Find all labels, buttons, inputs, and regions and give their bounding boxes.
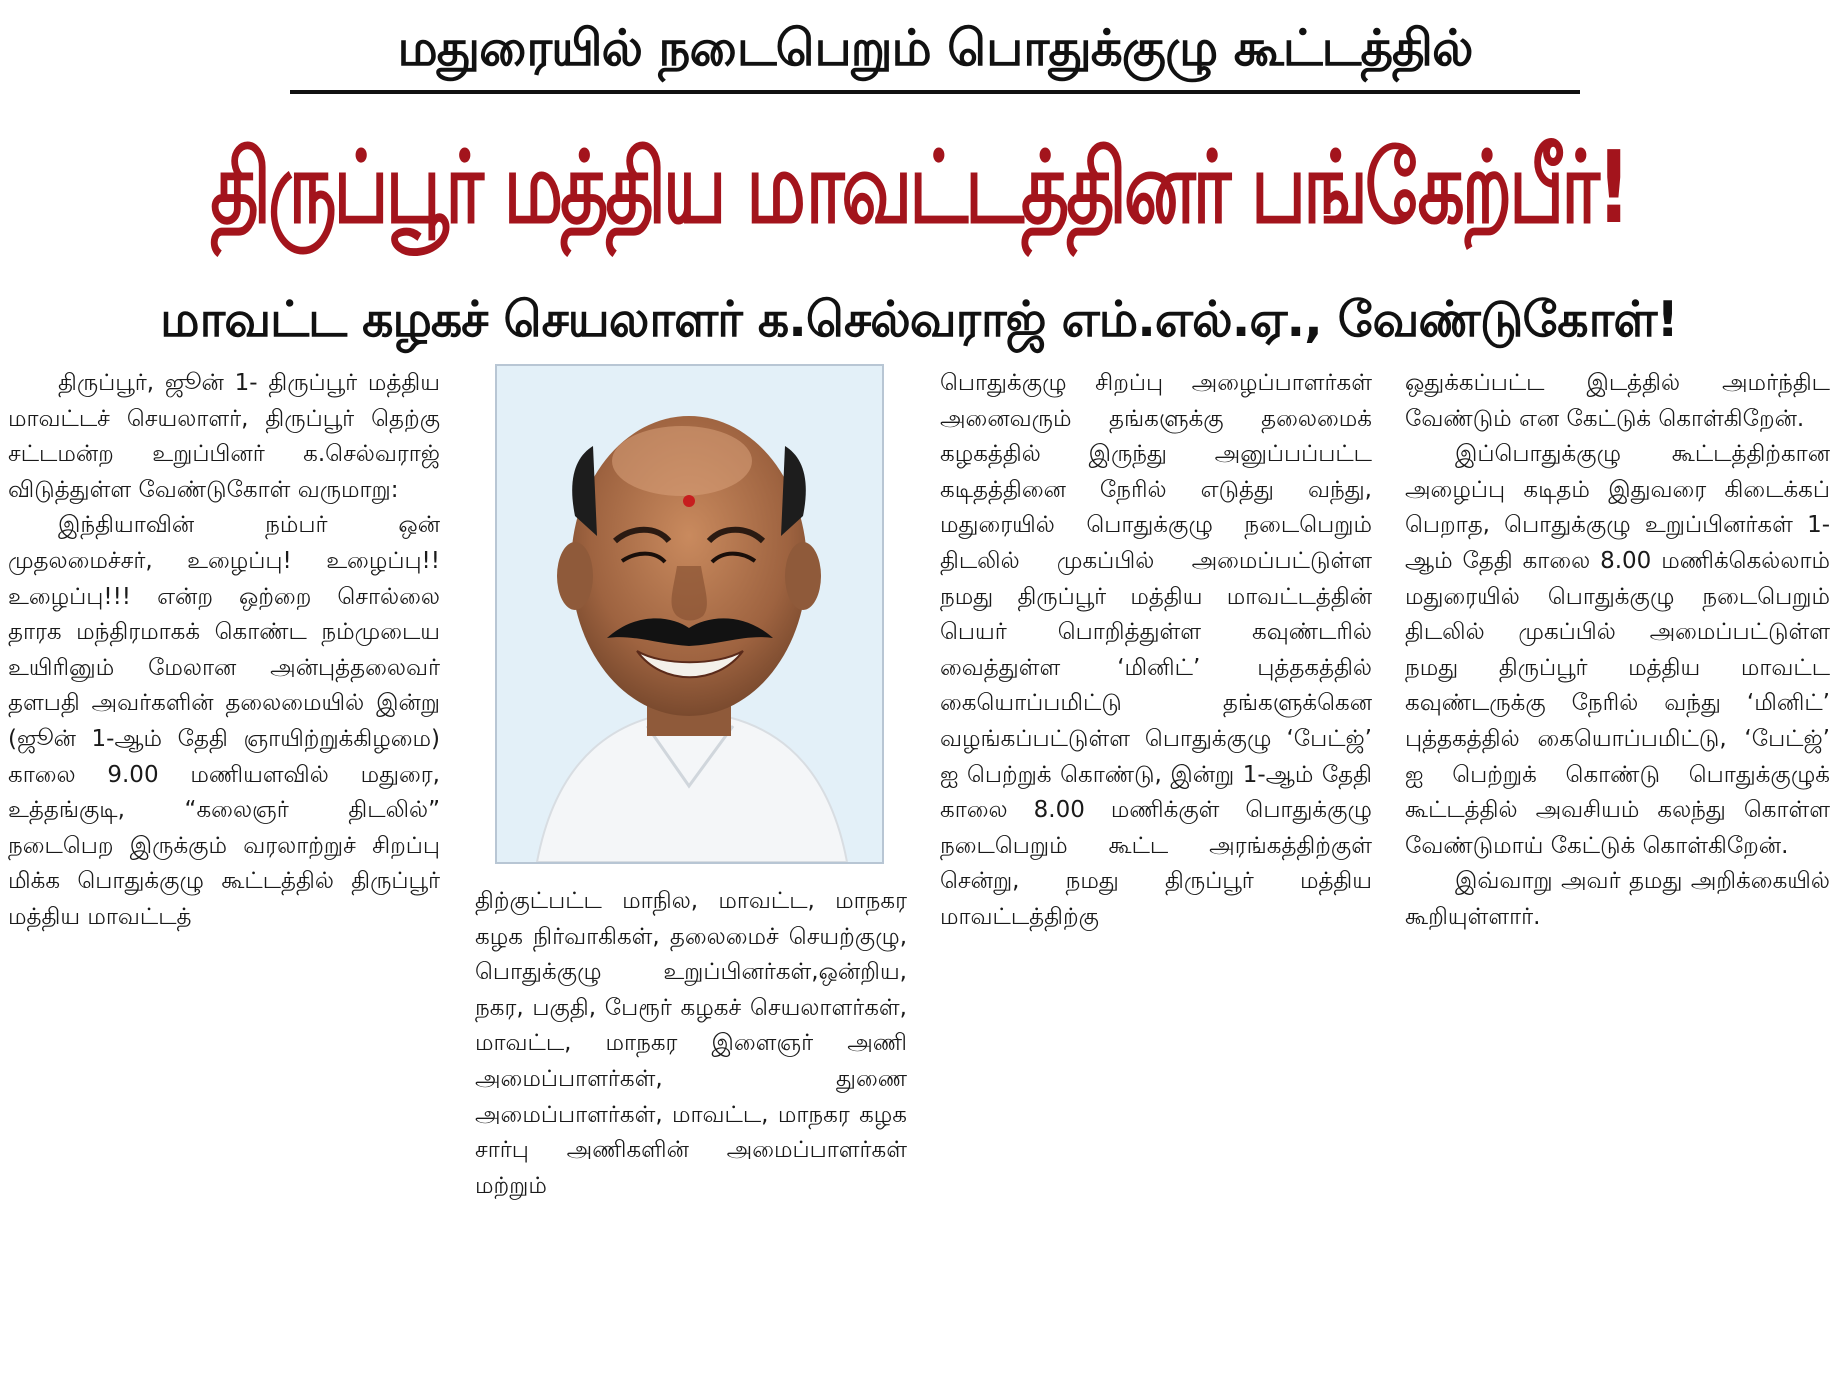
portrait-illustration [497,366,882,862]
portrait-photo-icon [495,364,884,864]
column-4-paragraph-1: ஒதுக்கப்பட்ட இடத்தில் அமர்ந்திட வேண்டும் என கேட்டுக் கொள்கிறேன். [1405,370,1830,432]
article-column-3 [940,366,1372,936]
column-3-paragraph-1: பொதுக்குழு சிறப்பு அழைப்பாளர்கள் அனைவரும் தங்களுக்கு தலைமைக் கழகத்தில் இருந்து அனுப்பப்பட்ட கடிதத்தினை நேரில் எடுத்து வந்து, மதுரையில் பொதுக்குழு நடைபெறும் திடலில் முகப்பில் அமைப்பட்டுள்ள நமது திருப்பூர் மத்திய மாவட்டத்தின் பெயர் பொறித்துள்ள கவுண்டரில் வைத்துள்ள ‘மினிட்’ புத்தகத்தில் கையொப்பமிட்டு தங்களுக்கென வழங்கப்பட்டுள்ள பொதுக்குழு ‘பேட்ஜ்’ ஐ பெற்றுக் கொண்டு, இன்று 1-ஆம் தேதி காலை 8.00 மணிக்குள் பொதுக்குழு நடைபெறும் கூட்ட அரங்கத்திற்குள் சென்று, நமது திருப்பூர் மத்திய மாவட்டத்திற்கு [940,370,1372,930]
article-column-1 [8,366,440,936]
column-1-paragraph-1: திருப்பூர், ஜூன் 1- திருப்பூர் மத்திய மாவட்டச் செயலாளர், திருப்பூர் தெற்கு சட்டமன்ற உறுப்பினர் க.செல்வராஜ் விடுத்துள்ள வேண்டுகோள் வருமாறு: [8,370,440,503]
article-column-2 [475,884,907,1204]
column-2-paragraph-1: திற்குட்பட்ட மாநில, மாவட்ட, மாநகர கழக நிர்வாகிகள், தலைமைச் செயற்குழு, பொதுக்குழு உறுப்பினர்கள்,ஒன்றிய, நகர, பகுதி, பேரூர் கழகச் செயலாளர்கள், மாவட்ட, மாநகர இளைஞர் அணி அமைப்பாளர்கள், துணை அமைப்பாளர்கள், மாவட்ட, மாநகர கழக சார்பு அணிகளின் அமைப்பாளர்கள் மற்றும் [475,888,907,1199]
sub-headline: மாவட்ட கழகச் செயலாளர் க.செல்வராஜ் எம்.எல்.ஏ., வேண்டுகோள்! [160,291,1678,348]
article-column-4 [1405,366,1830,936]
kicker-heading: மதுரையில் நடைபெறும் பொதுக்குழு கூட்டத்தில் [397,19,1473,77]
main-headline: திருப்பூர் மத்திய மாவட்டத்தினர் பங்கேற்பீர்! [210,129,1628,247]
column-4-paragraph-3: இவ்வாறு அவர் தமது அறிக்கையில் கூறியுள்ளார். [1405,868,1830,930]
column-4-paragraph-2: இப்பொதுக்குழு கூட்டத்திற்கான அழைப்பு கடிதம் இதுவரை கிடைக்கப் பெறாத, பொதுக்குழு உறுப்பினர்கள் 1-ஆம் தேதி காலை 8.00 மணிக்கெல்லாம் மதுரையில் பொதுக்குழு நடைபெறும் திடலில் முகப்பில் அமைப்பட்டுள்ள நமது திருப்பூர் மத்திய மாவட்ட கவுண்டருக்கு நேரில் வந்து ‘மினிட்’ புத்தகத்தில் கையொப்பமிட்டு, ‘பேட்ஜ்’ ஐ பெற்றுக் கொண்டு பொதுக்குழுக் கூட்டத்தில் அவசியம் கலந்து கொள்ள வேண்டுமாய் கேட்டுக் கொள்கிறேன். [1405,441,1830,859]
column-1-paragraph-2: இந்தியாவின் நம்பர் ஒன் முதலமைச்சர், உழைப்பு! உழைப்பு!! உழைப்பு!!! என்ற ஒற்றை சொல்லை தாரக மந்திரமாகக் கொண்ட நம்முடைய உயிரினும் மேலான அன்புத்தலைவர் தளபதி அவர்களின் தலைமையில் இன்று (ஜூன் 1-ஆம் தேதி ஞாயிற்றுக்கிழமை) காலை 9.00 மணியளவில் மதுரை, உத்தங்குடி, “கலைஞர் திடலில்” நடைபெற இருக்கும் வரலாற்றுச் சிறப்பு மிக்க பொதுக்குழு கூட்டத்தில் திருப்பூர் மத்திய மாவட்டத் [8,512,440,930]
